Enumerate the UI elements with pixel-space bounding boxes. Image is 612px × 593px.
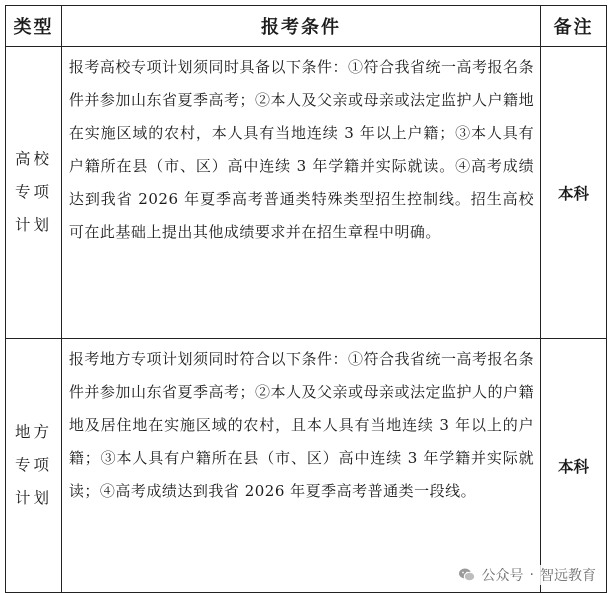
header-type: 类型 — [6, 6, 62, 47]
watermark-source: 公众号 — [481, 568, 524, 584]
header-conditions: 报考条件 — [61, 6, 540, 47]
type-label-line: 计划 — [14, 216, 52, 234]
type-label-line: 计划 — [14, 489, 52, 507]
type-cell — [6, 339, 62, 593]
type-label-line: 专项 — [14, 183, 52, 201]
watermark — [456, 565, 598, 585]
admission-conditions-table — [5, 5, 607, 593]
note-cell: 本科 — [541, 339, 607, 593]
type-label-line: 地方 — [14, 423, 52, 441]
type-cell — [6, 47, 62, 339]
type-label-line: 高校 — [14, 150, 52, 168]
table-header-row — [6, 6, 607, 47]
condition-cell: 报考高校专项计划须同时具备以下条件：①符合我省统一高考报名条件并参加山东省夏季高考；②本人及父亲或母亲或法定监护人户籍地在实施区域的农村，本人具有当地连续 3 年以上户籍；③本人具有户籍所在县（市、区）高中连续 3 年学籍并实际就读。④高考成绩达到我省 2026 年夏季高考普通类特殊类型招生控制线。招生高校可在此基础上提出其他成绩要求并在招生章程中明确。 — [61, 47, 540, 339]
table-row — [6, 339, 607, 593]
watermark-separator: · — [529, 567, 534, 583]
note-cell: 本科 — [541, 47, 607, 339]
watermark-account: 智远教育 — [540, 568, 596, 584]
header-note: 备注 — [541, 6, 607, 47]
condition-cell: 报考地方专项计划须同时符合以下条件：①符合我省统一高考报名条件并参加山东省夏季高考；②本人及父亲或母亲或法定监护人的户籍地及居住地在实施区域的农村，且本人具有当地连续 3 年以上的户籍；③本人具有户籍所在县（市、区）高中连续 3 年学籍并实际就读；④高考成绩达到我省 2026 年夏季高考普通类一段线。 — [61, 339, 540, 593]
type-label-line: 专项 — [14, 456, 52, 474]
wechat-icon — [458, 566, 476, 584]
table-row — [6, 47, 607, 339]
